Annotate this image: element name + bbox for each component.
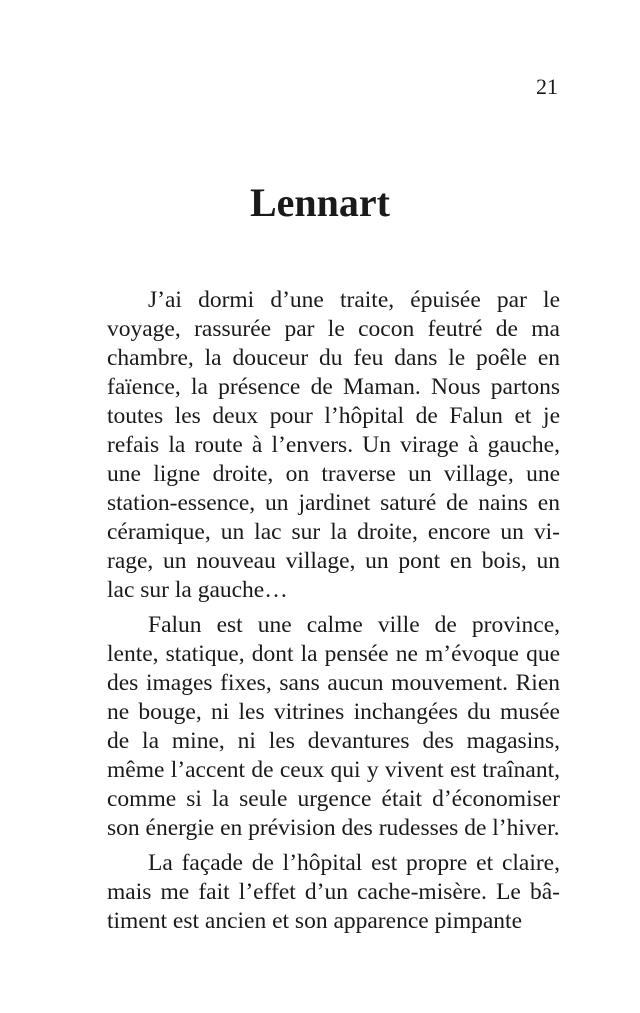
page-number: 21 bbox=[536, 74, 558, 99]
chapter-title: Lennart bbox=[250, 180, 390, 225]
paragraph-2: Falun est une calme ville de province, lente, statique, dont la pensée ne m’évoque que des images fixes, sans aucun mouvement. Rien ne bouge, ni les vitrines inchangées du musée de la mine, ni les devantures des magasins, même l’accent de ceux qui y vivent est traînant, comme si la seule urgence était d’économiser son énergie en prévision des rudesses de l’hiver. bbox=[107, 612, 560, 841]
paragraph-1: J’ai dormi d’une traite, épuisée par le voyage, rassurée par le cocon feutré de ma chambre, la douceur du feu dans le poêle en faïence, la présence de Maman. Nous partons toutes les deux pour l’hôpital de Falun et je refais la route à l’envers. Un virage à gauche, une ligne droite, on traverse un village, une station-essence, un jardinet saturé de nains en céramique, un lac sur la droite, encore un vi-rage, un nouveau village, un pont en bois, un lac sur la gauche… bbox=[107, 287, 560, 603]
paragraph-3: La façade de l’hôpital est propre et claire, mais me fait l’effet d’un cache-misère. Le bâ-timent est ancien et son apparence pimpante bbox=[107, 850, 560, 934]
body-text bbox=[107, 286, 560, 942]
